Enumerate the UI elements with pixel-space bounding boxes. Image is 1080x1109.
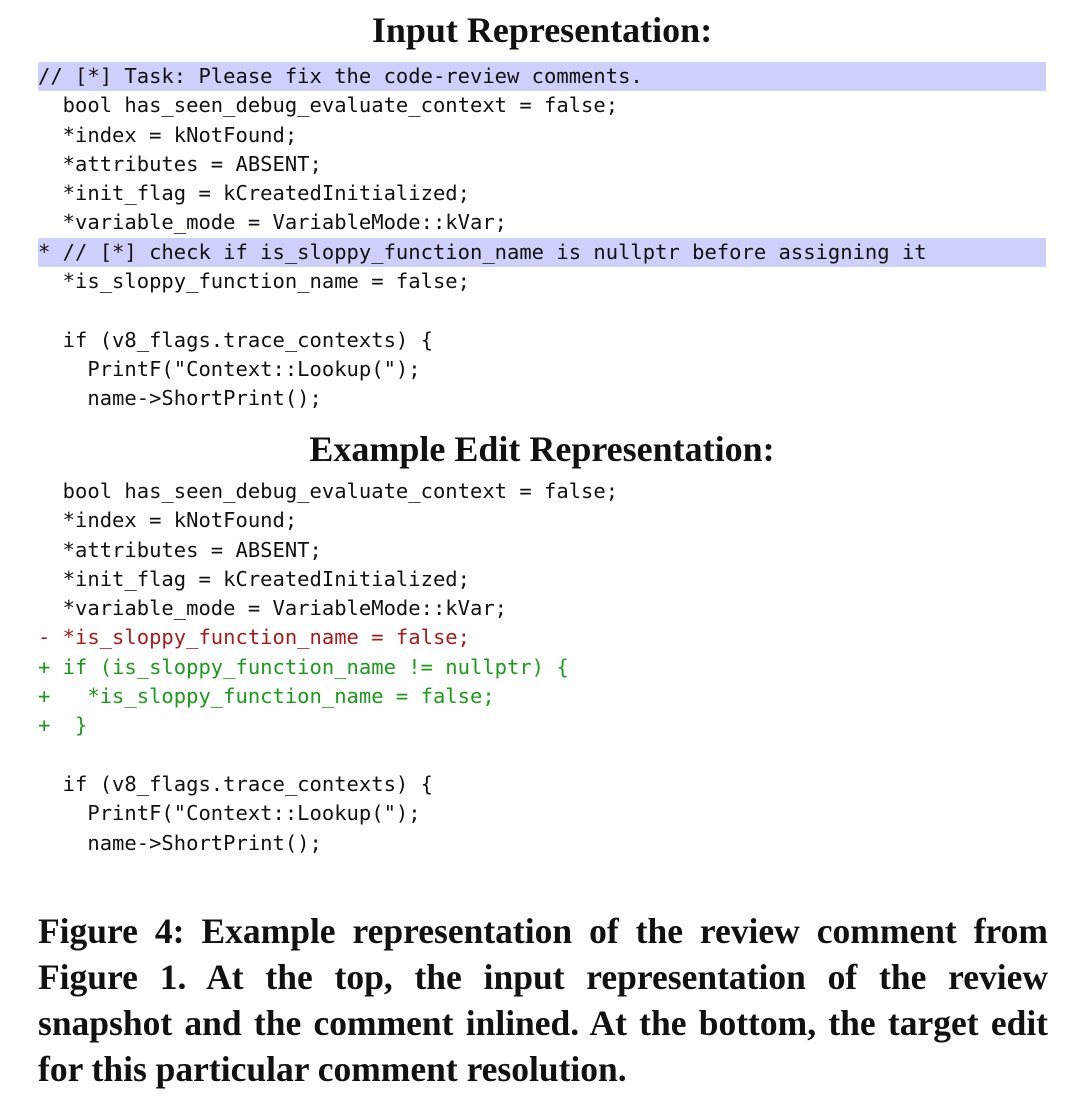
input-code-line: PrintF("Context::Lookup("); [38, 356, 421, 381]
figure-caption: Figure 4: Example representation of the review comment from Figure 1. At the top, the input representation of the review snapshot and the comment inlined. At the bottom, the target edit for this particular comment resolution. [38, 911, 1048, 1089]
edit-code-line: - *is_sloppy_function_name = false; [38, 625, 470, 650]
input-code-line [38, 296, 1046, 325]
edit-code-line: bool has_seen_debug_evaluate_context = false; [38, 479, 619, 503]
edit-code-line [38, 741, 1046, 770]
input-code-line: *init_flag = kCreatedInitialized; [38, 181, 470, 206]
edit-representation-title: Example Edit Representation: [309, 429, 775, 469]
input-code-line: bool has_seen_debug_evaluate_context = false; [38, 93, 619, 118]
input-code-line: *is_sloppy_function_name = false; [38, 269, 470, 294]
edit-code-line: *index = kNotFound; [38, 508, 298, 533]
edit-code-line: + if (is_sloppy_function_name != nullptr) { [38, 654, 569, 679]
input-representation-title: Input Representation: [371, 10, 713, 50]
input-code-line: * // [*] check if is_sloppy_function_name is nullptr before assigning it [38, 238, 1046, 267]
edit-code-line: PrintF("Context::Lookup("); [38, 801, 421, 826]
edit-code-line: if (v8_flags.trace_contexts) { [38, 771, 433, 796]
edit-code-line: name->ShortPrint(); [38, 830, 322, 855]
edit-code-line: *variable_mode = VariableMode::kVar; [38, 596, 507, 621]
input-code-line: *attributes = ABSENT; [38, 151, 322, 176]
edit-code-line: *init_flag = kCreatedInitialized; [38, 566, 470, 591]
input-code-line: name->ShortPrint(); [38, 386, 322, 411]
input-code-block [38, 62, 1046, 414]
input-code-line: if (v8_flags.trace_contexts) { [38, 327, 433, 352]
edit-code-block [38, 477, 1046, 858]
edit-code-line: + *is_sloppy_function_name = false; [38, 684, 495, 709]
input-code-line: *variable_mode = VariableMode::kVar; [38, 210, 507, 235]
input-code-line: // [*] Task: Please fix the code-review comments. [38, 62, 1046, 91]
edit-code-line: + } [38, 713, 88, 738]
input-code-line: *index = kNotFound; [38, 122, 298, 147]
edit-code-line: *attributes = ABSENT; [38, 537, 322, 562]
